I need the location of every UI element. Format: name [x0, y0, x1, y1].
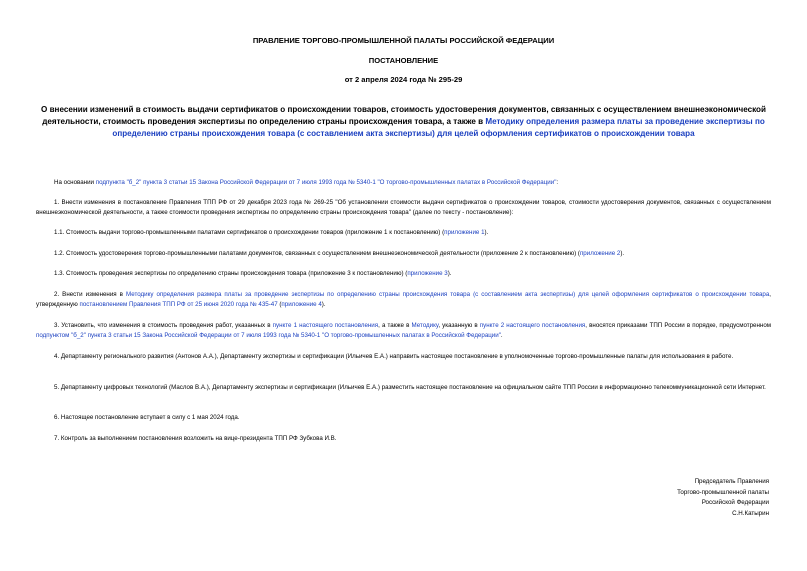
- appendix-2-link[interactable]: приложение 2: [579, 250, 621, 257]
- preamble-law-link[interactable]: подпункта "б_2" пункта 3 статьи 15 Закона Российской Федерации от 7 июля 1993 года № 5340-1 "О торгово-промышленных палатах в Российской Федерации": [95, 179, 557, 186]
- item-7-text: 7. Контроль за выполнением постановления возложить на вице-президента ТПП РФ Зубкова И.В.: [54, 435, 337, 442]
- item-2-text-3: (: [277, 301, 282, 308]
- item-1-1-end: ).: [484, 229, 489, 236]
- item-2-text-2: , утвержденную: [36, 291, 772, 308]
- signature-name: С.Н.Катырин: [732, 509, 769, 517]
- item-1-1-text: 1.1. Стоимость выдачи торгово-промышленными палатами сертификатов о происхождении товаров (приложение 1 к постановлению) (: [54, 229, 445, 236]
- document-title: [36, 104, 771, 140]
- item-2: [36, 290, 771, 310]
- item-2-text: 2. Внести изменения в: [54, 291, 126, 298]
- signature-block: [569, 477, 769, 519]
- item-3-end: .: [500, 332, 503, 339]
- item-1-2-text: 1.2. Стоимость удостоверения торгово-промышленными палатами документов, связанных с осуществлением внешнеэкономической деятельности (приложение 2 к постановлению) (: [54, 250, 580, 257]
- document-type: ПОСТАНОВЛЕНИЕ: [368, 56, 439, 65]
- item-3-text-3: , указанную в: [438, 322, 480, 329]
- item-3-methodology-link[interactable]: Методику: [411, 322, 439, 329]
- item-6-text: 6. Настоящее постановление вступает в силу с 1 мая 2024 года.: [54, 414, 240, 421]
- appendix-1-link[interactable]: приложение 1: [444, 229, 485, 236]
- preamble-text: На основании: [54, 179, 96, 186]
- item-1-2: [36, 249, 771, 259]
- item-3-text-2: , а также в: [378, 322, 412, 329]
- organization-heading: ПРАВЛЕНИЕ ТОРГОВО-ПРОМЫШЛЕННОЙ ПАЛАТЫ РОССИЙСКОЙ ФЕДЕРАЦИИ: [252, 36, 555, 45]
- item-7: [36, 434, 771, 444]
- item-4-text: 4. Департаменту регионального развития (Антонов А.А.), Департаменту экспертизы и сертификации (Ильичев Е.А.) направить настоящее постановление в уполномоченные торгово-промышленные палаты для использования в работе.: [54, 353, 734, 360]
- item-6: [36, 413, 771, 423]
- item-4: [36, 352, 771, 362]
- title-text: О внесении изменений в стоимость выдачи сертификатов о происхождении товаров, стоимость удостоверения документов, связанных с осуществлением внешнеэкономической деятельности, стоимость проведения экспертизы по определению страны происхождения товара, а также в: [41, 105, 766, 126]
- appendix-3-link[interactable]: приложение 3: [407, 270, 448, 277]
- signature-position: Председатель Правления: [694, 478, 769, 485]
- appendix-4-link[interactable]: приложение 4: [281, 301, 322, 308]
- item-1-2-end: ).: [620, 250, 625, 257]
- item-5: [36, 383, 771, 393]
- item-1-1: [36, 228, 771, 238]
- item-3: [36, 321, 771, 341]
- item-5-text: 5. Департаменту цифровых технологий (Маслов В.А.), Департаменту экспертизы и сертификации (Ильичев Е.А.) разместить настоящее постановление на официальном сайте ТПП России в информационно телекоммуникационной сети Интернет.: [54, 384, 766, 391]
- preamble: [36, 178, 771, 188]
- item-1-3-text: 1.3. Стоимость проведения экспертизы по определению страны происхождения товара (приложение 3 к постановлению) (: [54, 270, 408, 277]
- item-3-law-link[interactable]: подпунктом "б_2" пункта 3 статьи 15 Закона Российской Федерации от 7 июля 1993 года № 5340-1 "О торгово-промышленных палатах в Российской Федерации": [36, 332, 501, 339]
- item-1-3: [36, 269, 771, 279]
- item-3-text: 3. Установить, что изменения в стоимость проведения работ, указанных в: [54, 322, 273, 329]
- item-1: [36, 198, 771, 218]
- item-2-methodology-link[interactable]: Методику определения размера платы за проведение экспертизы по определению страны происхождения товара (с составлением акта экспертизы) для целей оформления сертификатов о происхождении товара: [126, 291, 770, 298]
- item-3-text-4: , вносятся приказами ТПП России в порядке, предусмотренном: [585, 322, 772, 329]
- title-methodology-link[interactable]: Методику определения размера платы за проведение экспертизы по определению страны происхождения товара (с составлением акта экспертизы) для целей оформления сертификатов о происхождении товара: [112, 117, 765, 138]
- preamble-end: :: [556, 179, 559, 186]
- document-date-number: от 2 апреля 2024 года № 295-29: [344, 75, 463, 84]
- item-2-end: ).: [321, 301, 326, 308]
- item-1-text: 1. Внести изменения в постановление Правления ТПП РФ от 29 декабря 2023 года № 269-25 "Об установлении стоимости выдачи сертификатов о происхождении товаров, стоимости удостоверения документов, связанных с осуществлением внешнеэкономической деятельности, а также стоимости проведения экспертизы по определению страны происхождения товара" (далее по тексту - постановление):: [36, 199, 771, 216]
- signature-country: Российской Федерации: [701, 499, 769, 506]
- item-1-3-end: ).: [447, 270, 452, 277]
- signature-organization: Торгово-промышленной палаты: [677, 488, 769, 496]
- item-3-point-2-link[interactable]: пункте 2 настоящего постановления: [479, 322, 586, 329]
- item-3-point-1-link[interactable]: пункте 1 настоящего постановления: [272, 322, 379, 329]
- item-2-resolution-link[interactable]: постановлением Правления ТПП РФ от 25 июня 2020 года № 435-47: [79, 301, 278, 308]
